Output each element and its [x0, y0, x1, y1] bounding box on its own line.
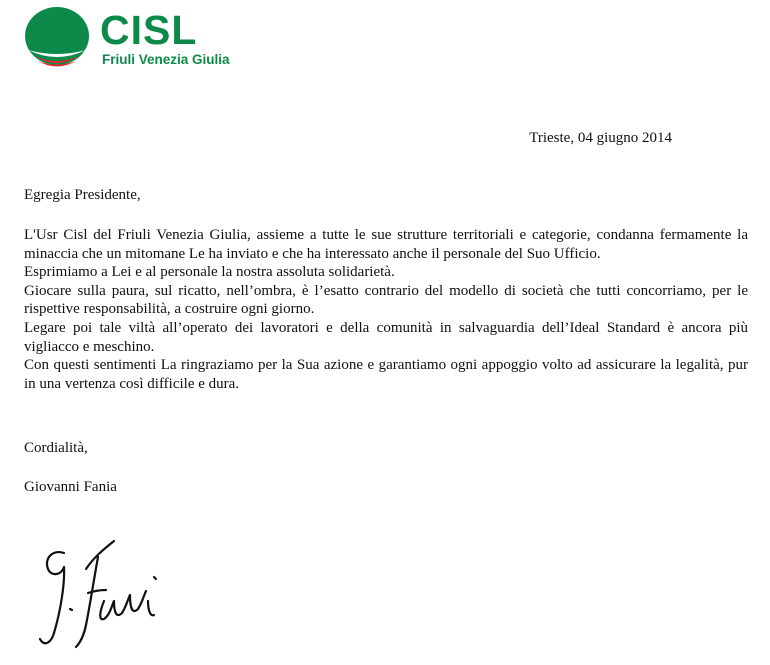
brand-name: CISL: [100, 7, 198, 53]
body-paragraph: Con questi sentimenti La ringraziamo per la Sua azione e garantiamo ogni appoggio volto ad assicurare la legalità, pur in una vertenza così difficile e dura.: [24, 357, 748, 392]
body-paragraph: Legare poi tale viltà all’operato dei lavoratori e della comunità in salvaguardia dell’Ideal Standard è ancora più vigliacco e meschino.: [24, 319, 748, 355]
body-paragraph: Giocare sulla paura, sul ricatto, nell’ombra, è l’esatto contrario del modello di società che tutti concorriamo, per le rispettive responsabilità, a costruire ogni giorno.: [24, 282, 748, 318]
letter-body: [24, 226, 748, 393]
letterhead: [24, 6, 284, 72]
handwritten-signature: [34, 535, 174, 660]
closing: Cordialità,: [24, 440, 88, 456]
cisl-logo-icon: [24, 6, 90, 70]
body-paragraph: L'Usr Cisl del Friuli Venezia Giulia, assieme a tutte le sue strutture territoriali e categorie, condanna fermamente la minaccia che un mitomane Le ha inviato e che ha interessato anche il personale del Suo Ufficio.: [24, 227, 748, 262]
signer-name: Giovanni Fania: [24, 479, 117, 495]
body-paragraph: Esprimiamo a Lei e al personale la nostra assoluta solidarietà.: [24, 264, 395, 281]
place-date: Trieste, 04 giugno 2014: [529, 130, 672, 146]
salutation: Egregia Presidente,: [24, 187, 141, 203]
brand-region: Friuli Venezia Giulia: [102, 52, 230, 67]
